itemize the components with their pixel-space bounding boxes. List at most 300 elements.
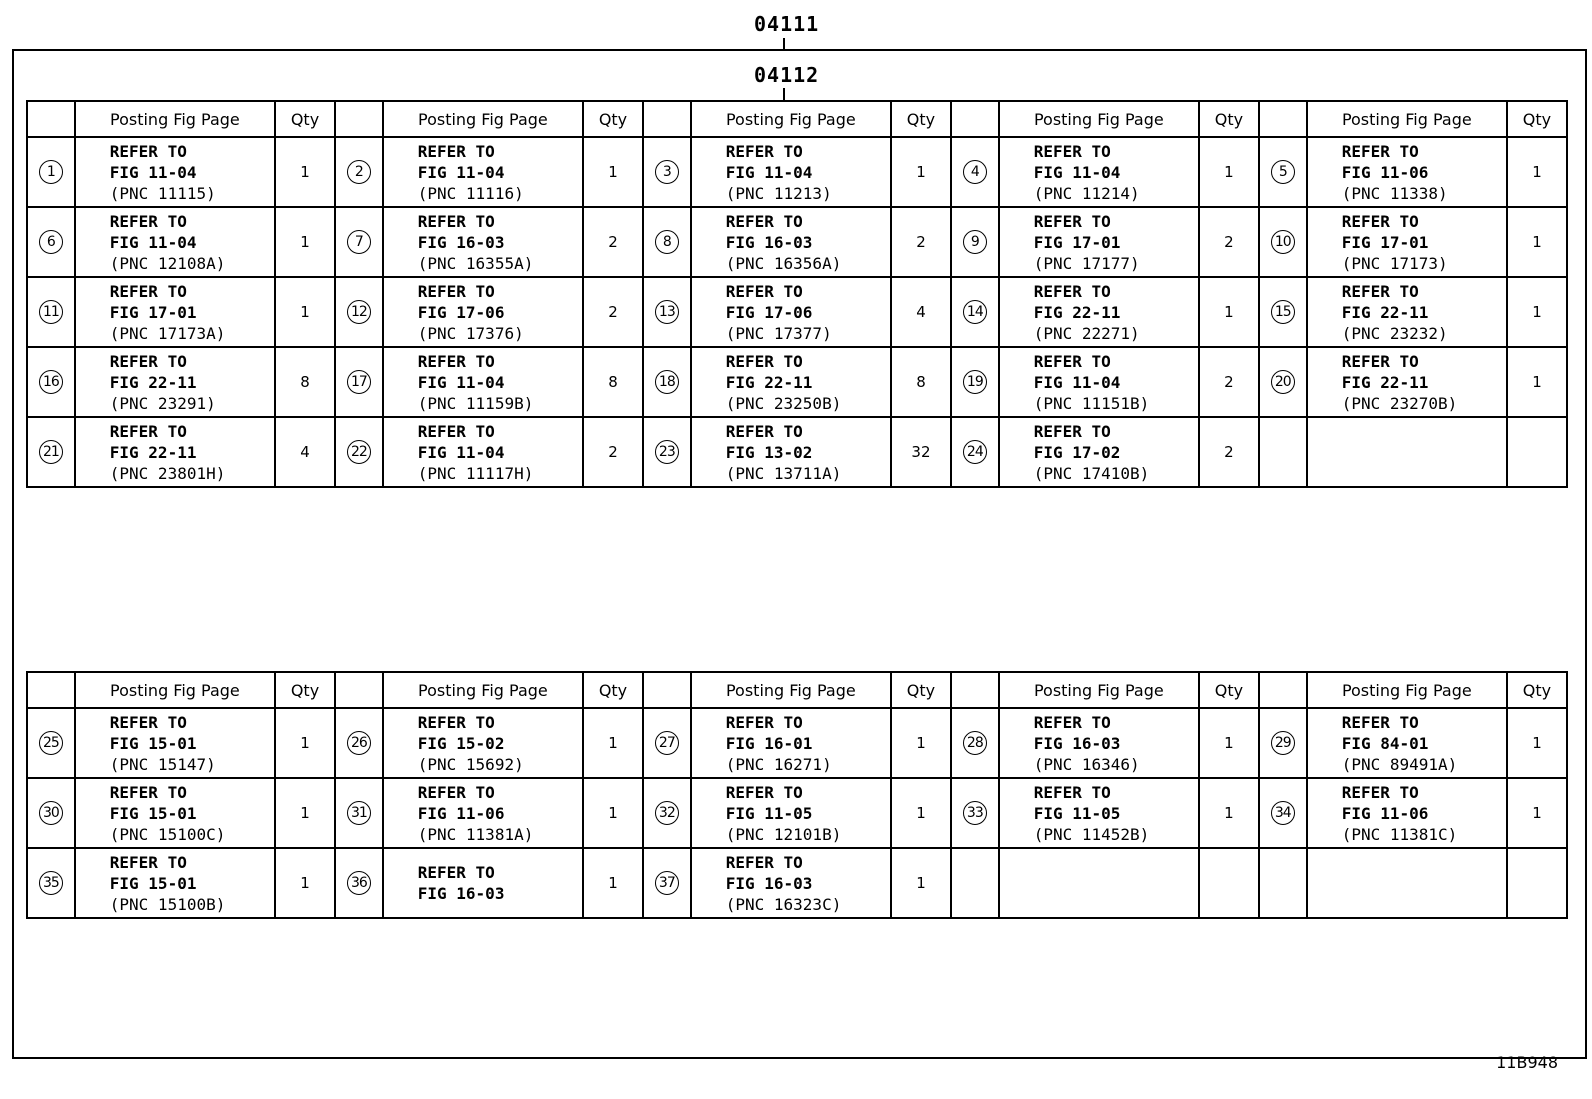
col-header-posting: Posting Fig Page [999,672,1199,708]
item-number-cell [951,347,999,417]
pnc-line: (PNC 16355A) [417,253,534,273]
refer-line: REFER TO [725,782,803,802]
qty-cell [583,137,643,207]
pnc-line: (PNC 11214) [1033,183,1140,203]
posting-cell [75,207,275,277]
item-number-badge: 29 [1271,731,1295,755]
qty-cell [1199,848,1259,918]
refer-line: REFER TO [109,281,187,301]
item-number-cell [951,417,999,487]
item-number-badge: 12 [347,300,371,324]
table-row [27,207,1567,277]
inner-assembly-code: 04112 [754,63,820,87]
qty-value: 2 [608,233,618,251]
refer-line: REFER TO [417,281,495,301]
item-number-badge: 37 [655,871,679,895]
qty-value: 2 [608,443,618,461]
pnc-line: (PNC 11452B) [1033,824,1150,844]
refer-line: REFER TO [109,852,187,872]
refer-line: REFER TO [1341,712,1419,732]
posting-cell [691,848,891,918]
item-number-badge: 18 [655,370,679,394]
refer-line: REFER TO [109,421,187,441]
refer-line: REFER TO [417,421,495,441]
posting-cell [383,347,583,417]
pnc-line: (PNC 23291) [109,393,216,413]
qty-cell [891,417,951,487]
refer-line: REFER TO [417,712,495,732]
item-number-cell [951,137,999,207]
posting-cell [1307,207,1507,277]
fig-line: FIG 22-11 [109,372,197,392]
qty-value: 1 [1532,163,1542,181]
qty-value: 1 [1532,233,1542,251]
qty-cell [583,277,643,347]
pnc-line: (PNC 23801H) [109,463,226,483]
pnc-line: (PNC 11159B) [417,393,534,413]
fig-line: FIG 22-11 [725,372,813,392]
item-number-cell [1259,708,1307,778]
qty-value: 2 [916,233,926,251]
qty-value: 1 [608,874,618,892]
refer-line: REFER TO [417,141,495,161]
posting-cell [383,848,583,918]
col-header-posting: Posting Fig Page [1307,672,1507,708]
posting-cell [691,778,891,848]
item-number-cell [1259,207,1307,277]
fig-line: FIG 17-01 [109,302,197,322]
refer-line: REFER TO [1033,281,1111,301]
col-header-qty: Qty [891,672,951,708]
qty-cell [583,708,643,778]
item-number-badge: 5 [1271,160,1295,184]
pnc-line: (PNC 17377) [725,323,832,343]
item-number-cell [643,137,691,207]
pnc-line: (PNC 15100C) [109,824,226,844]
posting-cell [383,778,583,848]
qty-value: 1 [916,804,926,822]
qty-value: 4 [916,303,926,321]
pnc-line: (PNC 11213) [725,183,832,203]
fig-line: FIG 16-01 [725,733,813,753]
col-header-posting: Posting Fig Page [75,672,275,708]
item-number-badge: 14 [963,300,987,324]
pnc-line: (PNC 16271) [725,754,832,774]
pnc-line: (PNC 23250B) [725,393,842,413]
inner-code-leader [783,88,785,100]
refer-line: REFER TO [1033,712,1111,732]
qty-value: 1 [300,804,310,822]
item-number-badge: 24 [963,440,987,464]
fig-line: FIG 11-06 [417,803,505,823]
qty-cell [1507,417,1567,487]
col-header-posting: Posting Fig Page [383,672,583,708]
refer-line: REFER TO [109,782,187,802]
item-number-badge: 30 [39,801,63,825]
qty-cell [891,848,951,918]
pnc-line: (PNC 13711A) [725,463,842,483]
fig-line: FIG 15-01 [109,873,197,893]
refer-line: REFER TO [109,712,187,732]
refer-line: REFER TO [1341,281,1419,301]
item-number-badge: 25 [39,731,63,755]
qty-cell [275,137,335,207]
qty-cell [275,417,335,487]
posting-cell [999,708,1199,778]
item-number-cell [951,277,999,347]
item-number-badge: 35 [39,871,63,895]
table-row [27,137,1567,207]
fig-line: FIG 11-05 [725,803,813,823]
item-number-cell [27,137,75,207]
refer-line: REFER TO [1341,141,1419,161]
table-row [27,778,1567,848]
pnc-line: (PNC 11381C) [1341,824,1458,844]
item-number-cell [1259,347,1307,417]
qty-cell [1199,277,1259,347]
qty-cell [1199,207,1259,277]
qty-value: 32 [911,443,931,461]
fig-line: FIG 11-05 [1033,803,1121,823]
fig-line: FIG 22-11 [1341,372,1429,392]
col-header-qty: Qty [275,672,335,708]
posting-cell [1307,848,1507,918]
qty-value: 8 [300,373,310,391]
item-number-badge: 22 [347,440,371,464]
fig-line: FIG 11-06 [1341,162,1429,182]
qty-cell [275,207,335,277]
qty-cell [1199,417,1259,487]
fig-line: FIG 84-01 [1341,733,1429,753]
qty-cell [891,277,951,347]
posting-cell [691,137,891,207]
fig-line: FIG 13-02 [725,442,813,462]
refer-line: REFER TO [1033,782,1111,802]
qty-cell [891,207,951,277]
qty-cell [275,848,335,918]
header-row [27,672,1567,708]
col-header-qty: Qty [1199,101,1259,137]
qty-cell [1199,778,1259,848]
table-row [27,708,1567,778]
col-header-qty: Qty [1507,672,1567,708]
qty-cell [1507,277,1567,347]
item-number-cell [643,347,691,417]
item-number-cell [27,417,75,487]
posting-cell [1307,137,1507,207]
col-header-posting: Posting Fig Page [999,101,1199,137]
item-number-badge: 27 [655,731,679,755]
fig-line: FIG 15-02 [417,733,505,753]
posting-cell [75,137,275,207]
item-number-cell [1259,848,1307,918]
fig-line: FIG 16-03 [417,232,505,252]
fig-line: FIG 11-04 [109,162,197,182]
item-number-cell [1259,417,1307,487]
qty-value: 1 [300,233,310,251]
qty-value: 2 [608,303,618,321]
qty-cell [891,778,951,848]
posting-cell [691,277,891,347]
col-header-number [335,672,383,708]
qty-value: 1 [300,874,310,892]
col-header-posting: Posting Fig Page [75,101,275,137]
pnc-line: (PNC 17177) [1033,253,1140,273]
item-number-badge: 11 [39,300,63,324]
refer-line: REFER TO [109,351,187,371]
item-number-badge: 32 [655,801,679,825]
posting-cell [1307,277,1507,347]
pnc-line: (PNC 11117H) [417,463,534,483]
qty-cell [275,347,335,417]
qty-cell [275,708,335,778]
item-number-badge: 7 [347,230,371,254]
posting-cell [999,277,1199,347]
pnc-line: (PNC 23232) [1341,323,1448,343]
qty-value: 1 [916,734,926,752]
qty-value: 1 [1224,303,1234,321]
pnc-line: (PNC 15100B) [109,894,226,914]
illustration-code: 11B948 [1496,1053,1558,1072]
qty-value: 1 [1224,734,1234,752]
refer-line: REFER TO [725,852,803,872]
posting-cell [691,708,891,778]
refer-line: REFER TO [1341,211,1419,231]
col-header-qty: Qty [583,101,643,137]
refer-line: REFER TO [417,782,495,802]
item-number-badge: 10 [1271,230,1295,254]
item-number-cell [643,778,691,848]
header-row [27,101,1567,137]
fig-line: FIG 11-04 [417,162,505,182]
pnc-line: (PNC 11151B) [1033,393,1150,413]
item-number-cell [951,778,999,848]
fig-line: FIG 11-04 [417,372,505,392]
item-number-cell [27,277,75,347]
posting-cell [1307,417,1507,487]
qty-cell [1199,347,1259,417]
posting-cell [999,778,1199,848]
pnc-line: (PNC 22271) [1033,323,1140,343]
posting-cell [999,417,1199,487]
qty-cell [1507,207,1567,277]
refer-line: REFER TO [1033,421,1111,441]
item-number-badge: 2 [347,160,371,184]
qty-value: 1 [300,734,310,752]
qty-cell [1199,137,1259,207]
pnc-line: (PNC 12101B) [725,824,842,844]
fig-line: FIG 17-06 [725,302,813,322]
posting-cell [999,137,1199,207]
item-number-badge: 8 [655,230,679,254]
refer-line: REFER TO [725,211,803,231]
qty-cell [583,778,643,848]
fig-line: FIG 16-03 [725,873,813,893]
item-number-badge: 4 [963,160,987,184]
posting-cell [75,347,275,417]
item-number-cell [1259,778,1307,848]
pnc-line: (PNC 16346) [1033,754,1140,774]
qty-value: 2 [1224,373,1234,391]
item-number-badge: 15 [1271,300,1295,324]
qty-cell [1507,708,1567,778]
qty-value: 8 [608,373,618,391]
qty-value: 1 [1224,163,1234,181]
fig-line: FIG 17-01 [1341,232,1429,252]
posting-cell [1307,778,1507,848]
item-number-cell [27,207,75,277]
qty-value: 1 [1224,804,1234,822]
qty-value: 1 [1532,804,1542,822]
pnc-line: (PNC 15147) [109,754,216,774]
refer-line: REFER TO [725,712,803,732]
posting-cell [383,207,583,277]
qty-value: 1 [916,163,926,181]
qty-value: 2 [1224,443,1234,461]
col-header-number [335,101,383,137]
qty-value: 1 [916,874,926,892]
refer-line: REFER TO [109,211,187,231]
fig-line: FIG 17-06 [417,302,505,322]
item-number-cell [335,708,383,778]
refer-line: REFER TO [725,351,803,371]
item-number-cell [27,347,75,417]
col-header-qty: Qty [583,672,643,708]
posting-cell [691,417,891,487]
item-number-badge: 34 [1271,801,1295,825]
item-number-badge: 6 [39,230,63,254]
fig-line: FIG 11-04 [1033,162,1121,182]
item-number-cell [643,207,691,277]
item-number-cell [643,708,691,778]
col-header-qty: Qty [1199,672,1259,708]
qty-cell [891,347,951,417]
pnc-line: (PNC 17376) [417,323,524,343]
posting-cell [999,347,1199,417]
qty-value: 1 [608,734,618,752]
posting-cell [383,137,583,207]
pnc-line: (PNC 23270B) [1341,393,1458,413]
qty-value: 1 [300,163,310,181]
refer-line: REFER TO [1341,782,1419,802]
col-header-number [951,101,999,137]
fig-line: FIG 15-01 [109,733,197,753]
posting-cell [75,708,275,778]
item-number-badge: 21 [39,440,63,464]
fig-line: FIG 16-03 [417,884,505,903]
item-number-badge: 17 [347,370,371,394]
item-number-badge: 26 [347,731,371,755]
pnc-line: (PNC 11116) [417,183,524,203]
fig-line: FIG 11-04 [109,232,197,252]
table-row [27,277,1567,347]
outer-assembly-code: 04111 [754,12,820,36]
refer-line: REFER TO [1341,351,1419,371]
fig-line: FIG 15-01 [109,803,197,823]
qty-cell [583,417,643,487]
pnc-line: (PNC 17410B) [1033,463,1150,483]
posting-cell [1307,708,1507,778]
posting-cell [75,277,275,347]
refer-line: REFER TO [417,211,495,231]
qty-value: 1 [608,163,618,181]
qty-cell [1507,137,1567,207]
qty-value: 1 [300,303,310,321]
posting-cell [75,417,275,487]
qty-cell [275,277,335,347]
pnc-line: (PNC 16356A) [725,253,842,273]
fig-line: FIG 11-04 [1033,372,1121,392]
pnc-line: (PNC 11115) [109,183,216,203]
item-number-cell [27,778,75,848]
col-header-number [1259,672,1307,708]
qty-cell [1507,347,1567,417]
pnc-line: (PNC 16323C) [725,894,842,914]
posting-cell [75,848,275,918]
table-row [27,848,1567,918]
col-header-number [951,672,999,708]
outer-code-leader [783,38,785,49]
fig-line: FIG 11-04 [725,162,813,182]
item-number-badge: 28 [963,731,987,755]
item-number-badge: 3 [655,160,679,184]
refer-line: REFER TO [417,351,495,371]
refer-line: REFER TO [417,863,495,882]
fig-line: FIG 17-02 [1033,442,1121,462]
qty-cell [1507,778,1567,848]
col-header-qty: Qty [275,101,335,137]
fig-line: FIG 11-06 [1341,803,1429,823]
item-number-cell [1259,137,1307,207]
qty-value: 1 [1532,303,1542,321]
refer-line: REFER TO [1033,211,1111,231]
fig-line: FIG 16-03 [725,232,813,252]
table-row [27,417,1567,487]
refer-line: REFER TO [725,281,803,301]
posting-cell [75,778,275,848]
col-header-number [27,101,75,137]
item-number-badge: 13 [655,300,679,324]
item-number-badge: 33 [963,801,987,825]
item-number-badge: 31 [347,801,371,825]
parts-table-upper [26,100,1568,488]
posting-cell [999,848,1199,918]
posting-cell [999,207,1199,277]
item-number-cell [643,277,691,347]
qty-cell [1507,848,1567,918]
col-header-number [643,672,691,708]
item-number-cell [1259,277,1307,347]
item-number-cell [335,778,383,848]
fig-line: FIG 16-03 [1033,733,1121,753]
col-header-posting: Posting Fig Page [1307,101,1507,137]
item-number-cell [951,207,999,277]
item-number-cell [951,708,999,778]
qty-value: 1 [608,804,618,822]
qty-cell [275,778,335,848]
col-header-number [27,672,75,708]
refer-line: REFER TO [725,421,803,441]
item-number-badge: 20 [1271,370,1295,394]
item-number-badge: 19 [963,370,987,394]
pnc-line: (PNC 12108A) [109,253,226,273]
item-number-cell [335,417,383,487]
item-number-badge: 23 [655,440,679,464]
fig-line: FIG 22-11 [1033,302,1121,322]
posting-cell [1307,347,1507,417]
pnc-line: (PNC 89491A) [1341,754,1458,774]
fig-line: FIG 22-11 [109,442,197,462]
